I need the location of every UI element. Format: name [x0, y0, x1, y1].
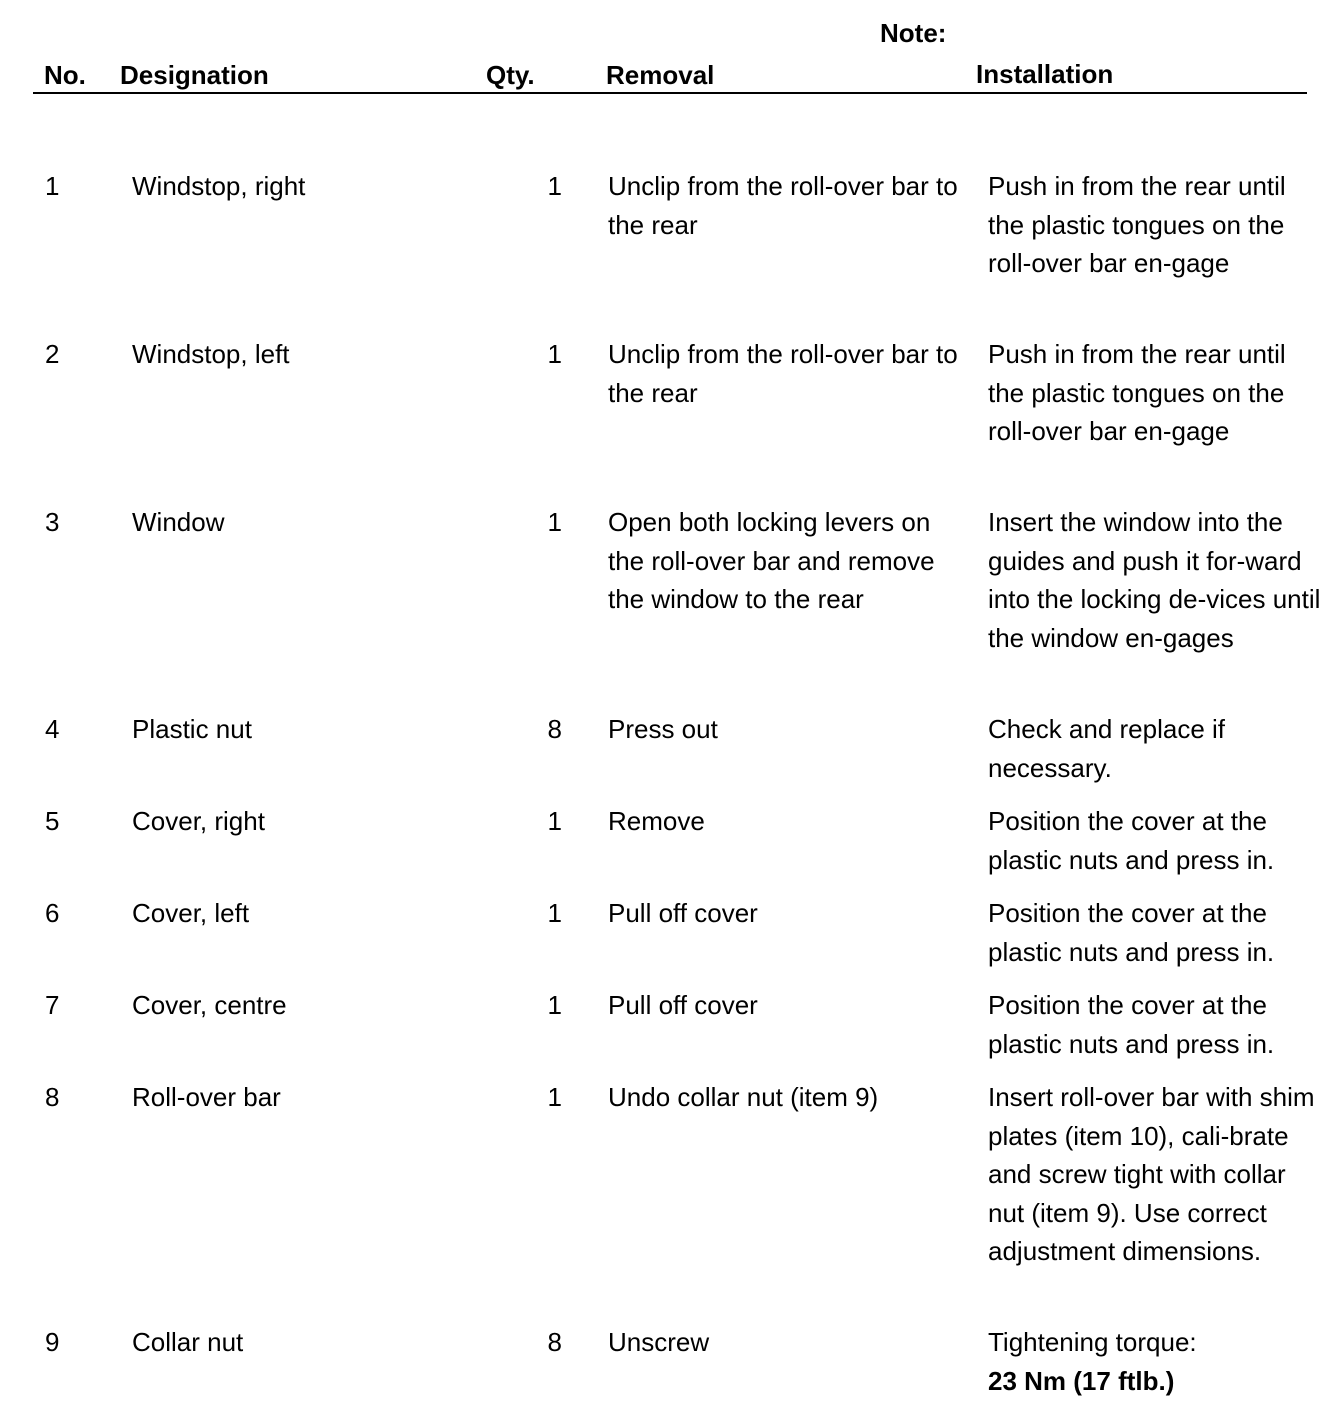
item-designation: Windstop, left — [132, 339, 290, 369]
item-quantity: 1 — [547, 990, 562, 1020]
item-installation — [988, 1323, 1322, 1400]
column-header-qty: Qty. — [486, 60, 535, 90]
item-removal: Open both locking levers on the roll-over bar and remove the window to the rear — [608, 507, 935, 614]
item-designation: Cover, centre — [132, 990, 287, 1020]
item-installation: Position the cover at the plastic nuts and press in. — [988, 898, 1275, 967]
item-designation: Window — [132, 507, 225, 537]
item-quantity: 1 — [547, 507, 562, 537]
item-installation: Push in from the rear until the plastic tongues on the roll-over bar en-gage — [988, 339, 1286, 446]
item-quantity: 1 — [547, 898, 562, 928]
item-removal: Unscrew — [608, 1327, 710, 1357]
item-designation: Cover, right — [132, 806, 265, 836]
item-installation: Insert the window into the guides and push it for-ward into the locking de-vices until the window en-gages — [988, 507, 1321, 653]
item-number: 4 — [45, 714, 60, 744]
item-designation: Cover, left — [132, 898, 250, 928]
item-removal: Remove — [608, 806, 705, 836]
note-heading: Note: — [880, 18, 947, 48]
item-quantity: 1 — [547, 806, 562, 836]
item-installation: Check and replace if necessary. — [988, 714, 1226, 783]
item-quantity: 1 — [547, 1082, 562, 1112]
item-quantity: 1 — [547, 339, 562, 369]
item-designation: Collar nut — [132, 1327, 244, 1357]
column-header-removal: Removal — [606, 60, 715, 90]
column-header-designation: Designation — [120, 60, 269, 90]
torque-label: Tightening torque: — [988, 1327, 1197, 1357]
item-installation: Insert roll-over bar with shim plates (item 10), cali-brate and screw tight with collar nut (item 9). Use correct adjustment dimensions. — [988, 1082, 1315, 1266]
item-number: 8 — [45, 1082, 60, 1112]
item-quantity: 1 — [547, 171, 562, 201]
item-quantity: 8 — [547, 1327, 562, 1357]
column-header-no: No. — [44, 60, 86, 90]
column-header-installation: Installation — [976, 59, 1114, 89]
header-divider — [33, 92, 1307, 94]
item-quantity: 8 — [547, 714, 562, 744]
item-number: 1 — [45, 171, 60, 201]
item-removal: Pull off cover — [608, 990, 758, 1020]
item-number: 2 — [45, 339, 60, 369]
item-removal: Press out — [608, 714, 718, 744]
item-designation: Roll-over bar — [132, 1082, 281, 1112]
item-number: 5 — [45, 806, 60, 836]
item-removal: Pull off cover — [608, 898, 758, 928]
item-designation: Windstop, right — [132, 171, 306, 201]
item-installation: Push in from the rear until the plastic tongues on the roll-over bar en-gage — [988, 171, 1286, 278]
item-number: 3 — [45, 507, 60, 537]
item-number: 9 — [45, 1327, 60, 1357]
item-removal: Unclip from the roll-over bar to the rear — [608, 339, 958, 408]
item-number: 7 — [45, 990, 60, 1020]
item-removal: Unclip from the roll-over bar to the rear — [608, 171, 958, 240]
item-designation: Plastic nut — [132, 714, 252, 744]
item-removal: Undo collar nut (item 9) — [608, 1082, 879, 1112]
item-number: 6 — [45, 898, 60, 928]
torque-value: 23 Nm (17 ftlb.) — [988, 1365, 1175, 1396]
item-installation: Position the cover at the plastic nuts and press in. — [988, 990, 1275, 1059]
item-installation: Position the cover at the plastic nuts and press in. — [988, 806, 1275, 875]
